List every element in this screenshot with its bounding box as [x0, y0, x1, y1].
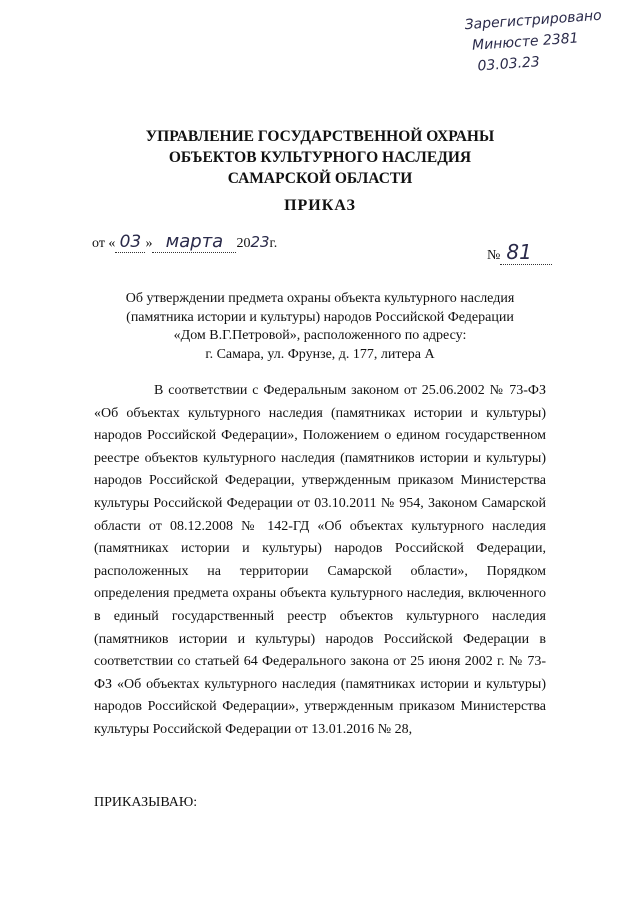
- document-number: [487, 240, 552, 265]
- document-body: В соответствии с Федеральным законом от 25.06.2002 № 73-ФЗ «Об объектах культурного наследия (памятниках истории и культуры) народов Российской Федерации», Положением о едином государственном реестре объектов культурного наследия (памятников истории и культуры) народов Российской Федерации, утвержденным приказом Министерства культуры Российской Федерации от 03.10.2011 № 954, Законом Самарской области от 08.12.2008 № 142-ГД «Об объектах культурного наследия (памятниках истории и культуры) народов Российской Федерации, расположенных на территории Самарской области», Порядком определения предмета охраны объекта культурного наследия, включенного в единый государственный реестр объектов культурного наследия (памятников истории и культуры) народов Российской Федерации в соответствии со статьей 64 Федерального закона от 25 июня 2002 г. № 73-ФЗ «Об объектах культурного наследия (памятниках истории и культуры) народов Российской Федерации», утвержденным приказом Министерства культуры Российской Федерации от 13.01.2016 № 28,: [94, 383, 546, 737]
- note-line: 03.03.23: [477, 54, 541, 75]
- date-month: марта: [165, 231, 224, 252]
- subject-line: г. Самара, ул. Фрунзе, д. 177, литера А: [205, 346, 435, 362]
- note-line: Минюсте 2381: [471, 30, 580, 54]
- date-mid: »: [145, 236, 153, 251]
- date-year-prefix: 20: [236, 236, 251, 251]
- subject-line: Об утверждении предмета охраны объекта культурного наследия: [125, 291, 515, 306]
- registration-handwritten-note: [464, 5, 618, 78]
- subject-line: (памятника истории и культуры) народов Российской Федерации: [126, 309, 514, 325]
- date-prefix: от «: [92, 236, 116, 251]
- number-value: 81: [506, 240, 532, 264]
- document-title: ПРИКАЗ: [284, 197, 356, 214]
- date-suffix: г.: [269, 236, 278, 251]
- subject-line: «Дом В.Г.Петровой», расположенного по адресу:: [173, 328, 467, 343]
- date-year: 23: [250, 233, 270, 251]
- document-subject: [0, 290, 640, 364]
- date-day: 03: [119, 232, 142, 252]
- org-line: САМАРСКОЙ ОБЛАСТИ: [227, 170, 413, 187]
- note-line: Зарегистрировано: [464, 7, 603, 34]
- org-line: ОБЪЕКТОВ КУЛЬТУРНОГО НАСЛЕДИЯ: [168, 149, 472, 166]
- number-prefix: №: [487, 248, 501, 263]
- document-date: [92, 231, 277, 253]
- order-word: ПРИКАЗЫВАЮ:: [94, 795, 198, 810]
- organization-header: [0, 126, 640, 189]
- org-line: УПРАВЛЕНИЕ ГОСУДАРСТВЕННОЙ ОХРАНЫ: [145, 128, 495, 145]
